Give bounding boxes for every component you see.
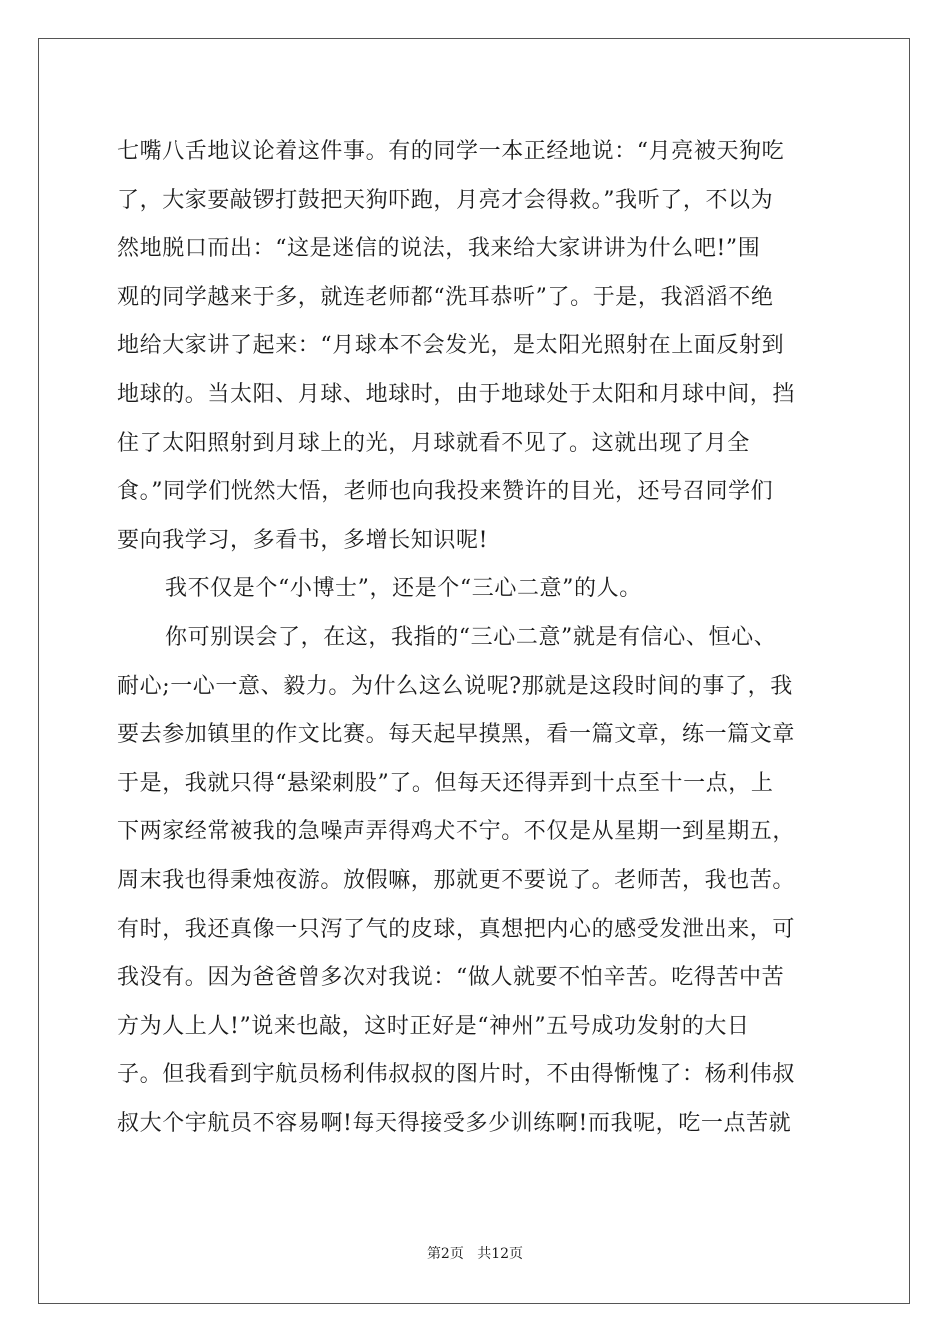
text-line: 了，大家要敲锣打鼓把天狗吓跑，月亮才会得救。”我听了，不以为 (117, 187, 774, 213)
text-line: 周末我也得秉烛夜游。放假嘛，那就更不要说了。老师苦，我也苦。 (117, 867, 796, 893)
text-line: 然地脱口而出：“这是迷信的说法，我来给大家讲讲为什么吧!”围 (117, 236, 761, 262)
page-footer (0, 1244, 950, 1264)
text-line: 耐心;一心一意、毅力。为什么这么说呢?那就是这段时间的事了，我 (117, 673, 793, 699)
text-line: 方为人上人!”说来也敲，这时正好是“神州”五号成功发射的大日 (117, 1013, 750, 1039)
text-line: 观的同学越来于多，就连老师都“洗耳恭听”了。于是，我滔滔不绝 (117, 284, 774, 310)
text-line: 地给大家讲了起来：“月球本不会发光，是太阳光照射在上面反射到 (117, 333, 785, 359)
text-line: 于是，我就只得“悬梁刺股”了。但每天还得弄到十点至十一点，上 (117, 770, 774, 796)
document-body (117, 128, 833, 1148)
text-line: 叔大个宇航员不容易啊!每天得接受多少训练啊!而我呢，吃一点苦就 (117, 1110, 792, 1136)
text-line: 有时，我还真像一只泻了气的皮球，真想把内心的感受发泄出来，可 (117, 916, 796, 942)
text-line: 住了太阳照射到月球上的光，月球就看不见了。这就出现了月全 (117, 430, 750, 456)
text-line: 我没有。因为爸爸曾多次对我说：“做人就要不怕辛苦。吃得苦中苦 (117, 965, 785, 991)
text-line: 下两家经常被我的急噪声弄得鸡犬不宁。不仅是从星期一到星期五， (117, 819, 796, 845)
text-line: 你可别误会了，在这，我指的“三心二意”就是有信心、恒心、 (165, 624, 777, 650)
text-line: 地球的。当太阳、月球、地球时，由于地球处于太阳和月球中间，挡 (117, 381, 796, 407)
text-line: 我不仅是个“小博士”，还是个“三心二意”的人。 (165, 576, 642, 602)
text-line: 食。”同学们恍然大悟，老师也向我投来赞许的目光，还号召同学们 (117, 479, 774, 505)
total-pages: 共12页 (477, 1246, 524, 1262)
text-line: 七嘴八舌地议论着这件事。有的同学一本正经地说：“月亮被天狗吃 (117, 139, 785, 164)
page-number: 第2页 (426, 1246, 464, 1262)
text-line: 要向我学习，多看书，多增长知识呢! (117, 527, 489, 553)
text-line: 子。但我看到宇航员杨利伟叔叔的图片时，不由得惭愧了：杨利伟叔 (117, 1062, 796, 1088)
text-line: 要去参加镇里的作文比赛。每天起早摸黑，看一篇文章，练一篇文章 (117, 722, 796, 748)
